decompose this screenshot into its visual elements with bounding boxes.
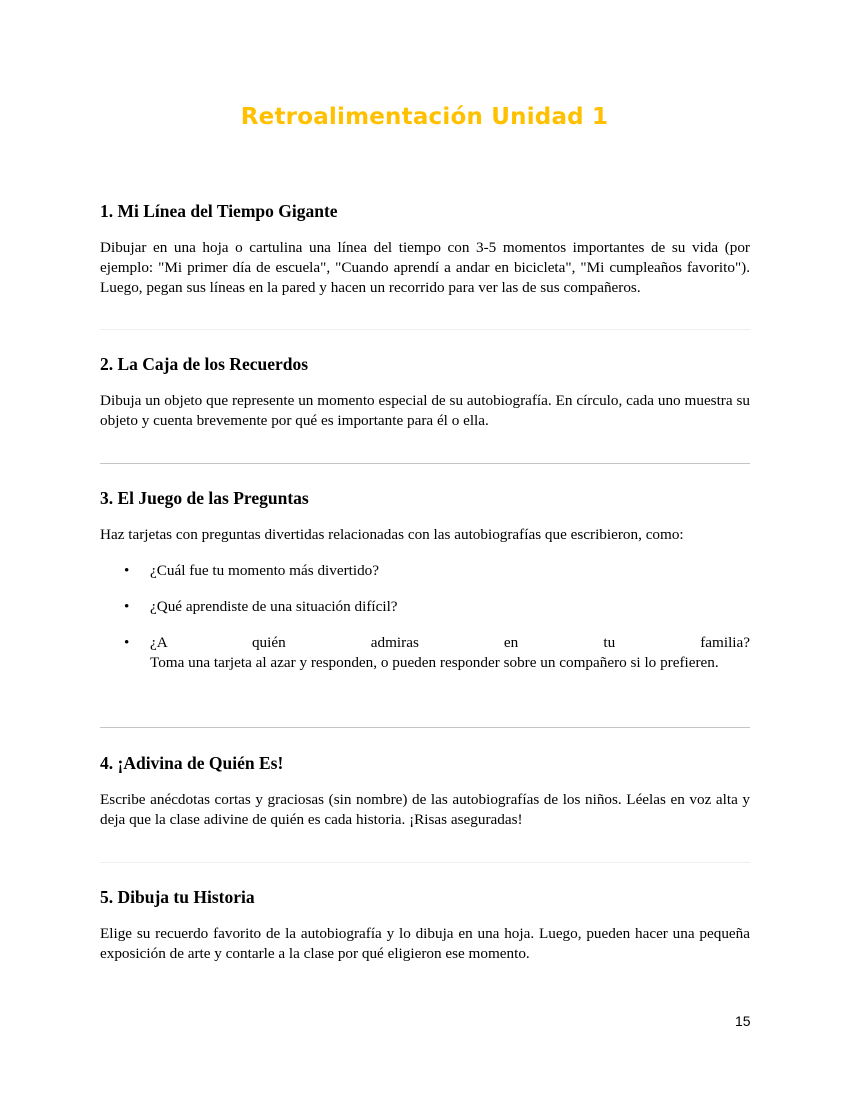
- bullet-icon: •: [124, 634, 130, 651]
- list-item-text: ¿A quién admiras en tu familia?: [150, 634, 750, 651]
- page-number: 15: [735, 1013, 751, 1029]
- section-body: Escribe anécdotas cortas y graciosas (sin nombre) de las autobiografías de los niños. Léelas en voz alta y deja que la clase adivine de quién es cada historia. ¡Risas aseguradas!: [100, 791, 750, 828]
- divider: [100, 727, 750, 728]
- page-title: Retroalimentación Unidad 1: [240, 104, 609, 130]
- section-2: [100, 353, 750, 431]
- bullet-icon: •: [124, 598, 130, 615]
- section-1: [100, 200, 750, 298]
- section-5: [100, 886, 750, 964]
- list-item-continuation: Toma una tarjeta al azar y responden, o pueden responder sobre un compañero si lo prefieren.: [150, 654, 719, 671]
- divider: [100, 329, 750, 330]
- list-item: [100, 597, 750, 617]
- list-item: [100, 561, 750, 581]
- list-item-text: ¿Cuál fue tu momento más divertido?: [150, 562, 380, 579]
- divider: [100, 463, 750, 464]
- bullet-icon: •: [124, 562, 130, 579]
- section-heading: 3. El Juego de las Preguntas: [100, 488, 309, 508]
- section-heading: 2. La Caja de los Recuerdos: [100, 354, 309, 374]
- section-4: [100, 752, 750, 830]
- section-heading: 1. Mi Línea del Tiempo Gigante: [100, 201, 338, 221]
- list-item-text: ¿Qué aprendiste de una situación difícil?: [150, 598, 398, 615]
- section-body: Dibuja un objeto que represente un momento especial de su autobiografía. En círculo, cada uno muestra su objeto y cuenta brevemente por qué es importante para él o ella.: [100, 392, 750, 429]
- list-item: [100, 633, 750, 673]
- question-list: [100, 561, 750, 673]
- divider: [100, 862, 750, 863]
- section-heading: 4. ¡Adivina de Quién Es!: [100, 753, 284, 773]
- section-heading: 5. Dibuja tu Historia: [100, 887, 255, 907]
- section-body: Haz tarjetas con preguntas divertidas relacionadas con las autobiografías que escribieron, como:: [100, 526, 684, 543]
- section-body: Dibujar en una hoja o cartulina una línea del tiempo con 3-5 momentos importantes de su vida (por ejemplo: "Mi primer día de escuela", "Cuando aprendí a andar en bicicleta", "Mi cumpleaños favorito"). Luego, pegan sus líneas en la pared y hacen un recorrido para ver las de sus compañeros.: [100, 239, 750, 296]
- section-3: [100, 487, 750, 673]
- section-body: Elige su recuerdo favorito de la autobiografía y lo dibuja en una hoja. Luego, pueden hacer una pequeña exposición de arte y contarle a la clase por qué eligieron ese momento.: [100, 925, 750, 962]
